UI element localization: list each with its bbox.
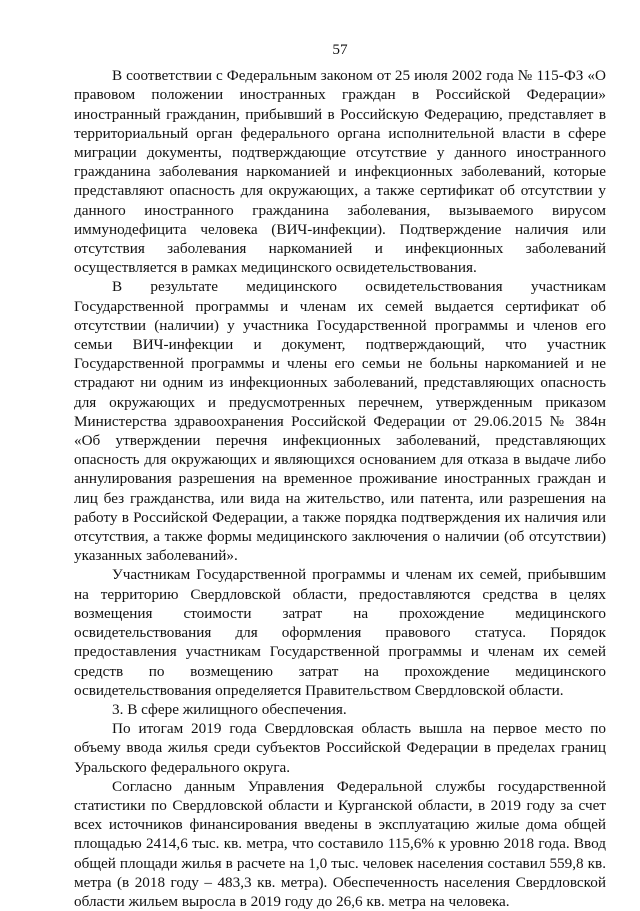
paragraph-housing-statistics: Согласно данным Управления Федеральной службы государственной статистики по Свердловской области и Курганской области, в 2019 году за счет всех источников финансирования введены в эксплуатацию жилые дома общей площадью 2414,6 тыс. кв. метра, что составило 115,6% к уровню 2018 года. Ввод общей площади жилья в расчете на 1,0 тыс. человек населения составил 559,8 кв. метра (в 2018 году – 483,3 кв. метра). Обеспеченность населения Свердловской области жильем выросла в 2019 году до 26,6 кв. метра на человека.: [74, 777, 606, 910]
paragraph-housing-ranking: По итогам 2019 года Свердловская область вышла на первое место по объему ввода жилья среди субъектов Российской Федерации в пределах границ Уральского федерального округа.: [74, 720, 606, 776]
document-page: [74, 40, 606, 911]
page-number: 57: [332, 41, 348, 58]
paragraph-cost-reimbursement: Участникам Государственной программы и членам их семей, прибывшим на территорию Свердловской области, предоставляются средства в целях возмещения стоимости затрат на прохождение медицинского освидетельствования для оформления правового статуса. Порядок предоставления участникам Государственной программы и членам их семей средств по возмещению затрат на прохождение медицинского освидетельствования определяется Правительством Свердловской области.: [74, 566, 606, 699]
paragraph-medical-examination-results: В результате медицинского освидетельствования участникам Государственной программы и членам их семей выдается сертификат об отсутствии (наличии) у участника Государственной программы и членов его семьи ВИЧ-инфекции и документ, подтверждающий, что участник Государственной программы и члены его семьи не больны наркоманией и не страдают ни одним из инфекционных заболеваний, представляющих опасность для окружающих и предусмотренных перечнем, утвержденным приказом Министерства здравоохранения Российской Федерации от 29.06.2015 № 384н «Об утверждении перечня инфекционных заболеваний, представляющих опасность для окружающих и являющихся основанием для отказа в выдаче либо аннулирования разрешения на временное проживание иностранных граждан и лиц без гражданства, или вида на жительство, или патента, или разрешения на работу в Российской Федерации, а также порядка подтверждения их наличия или отсутствия, а также формы медицинского заключения о наличии (об отсутствии) указанных заболеваний».: [74, 278, 606, 565]
paragraph-foreign-citizen-documents: В соответствии с Федеральным законом от 25 июля 2002 года № 115-ФЗ «О правовом положении иностранных граждан в Российской Федерации» иностранный гражданин, прибывший в Российскую Федерацию, представляет в территориальный орган федерального органа исполнительной власти в сфере миграции документы, подтверждающие отсутствие у данного иностранного гражданина заболевания наркоманией и инфекционных заболеваний, которые представляют опасность для окружающих, а также сертификат об отсутствии у данного иностранного гражданина заболевания, вызываемого вирусом иммунодефицита человека (ВИЧ-инфекции). Подтверждение наличия или отсутствия заболевания наркоманией и инфекционных заболеваний осуществляется в рамках медицинского освидетельствования.: [74, 67, 606, 277]
section-heading-housing: 3. В сфере жилищного обеспечения.: [112, 700, 347, 718]
